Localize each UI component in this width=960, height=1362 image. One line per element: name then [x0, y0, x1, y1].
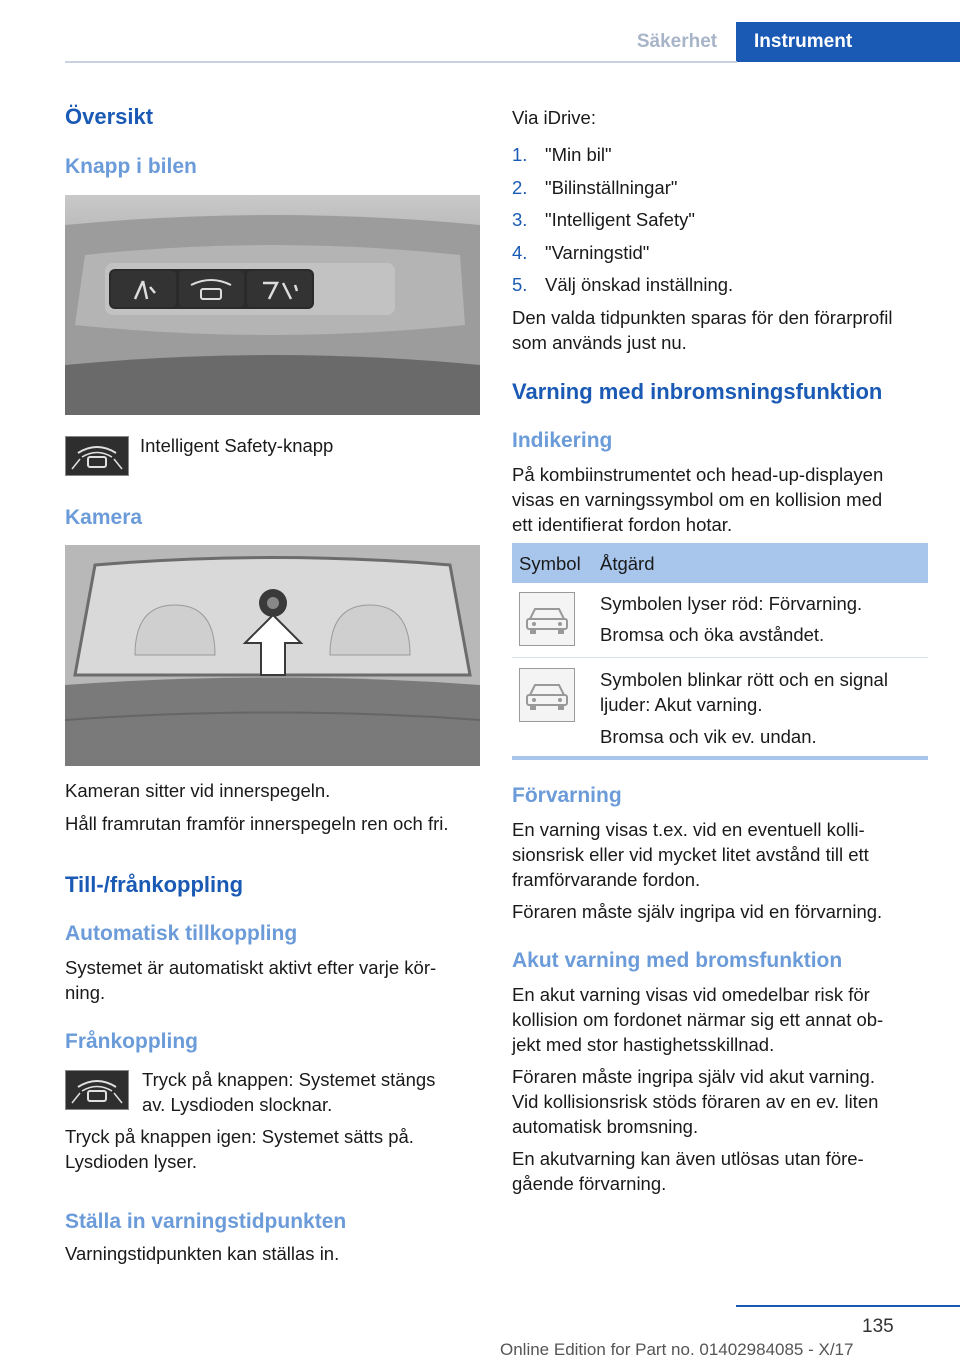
step-text: "Bilinställningar" [545, 176, 678, 198]
auto-text-2: ning. [65, 982, 106, 1003]
page-number: 135 [862, 1316, 894, 1337]
heading-oversikt: Översikt [65, 104, 154, 129]
step-number: 5. [512, 274, 528, 295]
stalla-text-1: Varningstidpunkten kan ställas in. [65, 1243, 340, 1264]
forvarning-text-4: Föraren måste själv ingripa vid en förvarning. [512, 901, 883, 922]
akut-text-6: automatisk bromsning. [512, 1116, 699, 1137]
table-header [512, 543, 928, 583]
table-row2-line1: Symbolen blinkar rött och en signal [600, 669, 888, 690]
fran-text-1: Tryck på knappen: Systemet stängs [142, 1069, 436, 1090]
heading-forvarning: Förvarning [512, 784, 622, 807]
indikering-text-2: visas en varningssymbol om en kollision med [512, 489, 883, 510]
table-bottom-rule [512, 756, 928, 760]
via-idrive: Via iDrive: [512, 107, 596, 128]
heading-stalla-in-varningstidpunkten: Ställa in varningstidpunkten [65, 1210, 347, 1233]
table-row2-line3: Bromsa och vik ev. undan. [600, 726, 817, 747]
heading-akut-varning: Akut varning med bromsfunktion [512, 949, 843, 972]
list-item [512, 272, 733, 305]
col-header-symbol: Symbol [519, 553, 581, 574]
car-warning-icon [519, 668, 575, 722]
list-item [512, 175, 733, 208]
step-number: 2. [512, 176, 528, 198]
list-item [512, 142, 733, 175]
table-row1-line2: Bromsa och öka avståndet. [600, 624, 825, 645]
heading-automatisk-tillkoppling: Automatisk tillkoppling [65, 922, 298, 945]
step-text: "Intelligent Safety" [545, 209, 695, 230]
intelligent-safety-icon [65, 436, 129, 476]
step-number: 1. [512, 144, 528, 165]
list-item [512, 240, 733, 273]
fran-text-3: Tryck på knappen igen: Systemet sätts på. [65, 1126, 414, 1147]
step-text: "Varningstid" [545, 241, 650, 263]
akut-text-1: En akut varning visas vid omedelbar risk för [512, 984, 870, 1005]
heading-kamera: Kamera [65, 506, 143, 529]
intelligent-safety-icon [65, 1070, 129, 1110]
kamera-text-2: Håll framrutan framför innerspegeln ren och fri. [65, 813, 449, 834]
idrive-steps [512, 142, 733, 305]
header-divider [65, 61, 737, 63]
list-item [512, 207, 733, 240]
akut-text-4: Föraren måste ingripa själv vid akut varning. [512, 1066, 875, 1087]
step-text: Välj önskad inställning. [545, 274, 734, 295]
akut-text-2: kollision om fordonet närmar sig ett annat ob- [512, 1009, 884, 1030]
akut-text-5: Vid kollisionsrisk stöds föraren av en ev. liten [512, 1091, 879, 1112]
header-tab-sakerhet[interactable]: Säkerhet [636, 31, 718, 52]
heading-indikering: Indikering [512, 429, 613, 452]
table-row2-line2: ljuder: Akut varning. [600, 694, 763, 715]
auto-text-1: Systemet är automatiskt aktivt efter varje kör- [65, 957, 437, 978]
step-text: "Min bil" [545, 144, 612, 165]
header-tab-instrument[interactable]: Instrument [736, 22, 960, 62]
step-number: 3. [512, 209, 528, 230]
forvarning-text-1: En varning visas t.ex. vid en eventuell kolli- [512, 819, 865, 840]
saved-text-2: som används just nu. [512, 332, 687, 353]
fran-text-4: Lysdioden lyser. [65, 1151, 197, 1172]
akut-text-3: jekt med stor hastighetsskillnad. [512, 1034, 775, 1055]
kamera-text-1: Kameran sitter vid innerspegeln. [65, 780, 331, 801]
camera-photo [65, 545, 480, 766]
heading-frankoppling: Frånkoppling [65, 1030, 198, 1053]
heading-knapp-i-bilen: Knapp i bilen [65, 155, 197, 178]
table-row-divider [512, 657, 928, 658]
akut-text-8: gående förvarning. [512, 1173, 667, 1194]
step-number: 4. [512, 241, 528, 263]
akut-text-7: En akutvarning kan även utlösas utan före- [512, 1148, 864, 1169]
heading-till-frankoppling: Till-/frånkoppling [65, 872, 244, 897]
col-header-atgard: Åtgärd [600, 553, 655, 574]
car-warning-icon [519, 592, 575, 646]
edition-text: Online Edition for Part no. 01402984085 - X/17 [500, 1340, 854, 1359]
saved-text-1: Den valda tidpunkten sparas för den förarprofil [512, 307, 893, 328]
heading-varning-med-inbromsningsfunktion: Varning med inbromsningsfunktion [512, 379, 883, 404]
button-panel-photo [65, 195, 480, 415]
indikering-text-3: ett identifierat fordon hotar. [512, 514, 733, 535]
fran-text-2: av. Lysdioden slocknar. [142, 1094, 333, 1115]
icon-caption: Intelligent Safety-knapp [140, 435, 334, 456]
table-row1-line1: Symbolen lyser röd: Förvarning. [600, 593, 863, 614]
indikering-text-1: På kombiinstrumentet och head-up-displayen [512, 464, 884, 485]
forvarning-text-2: sionsrisk eller vid mycket litet avstånd till ett [512, 844, 869, 865]
footer-rule [736, 1305, 960, 1307]
forvarning-text-3: framförvarande fordon. [512, 869, 701, 890]
